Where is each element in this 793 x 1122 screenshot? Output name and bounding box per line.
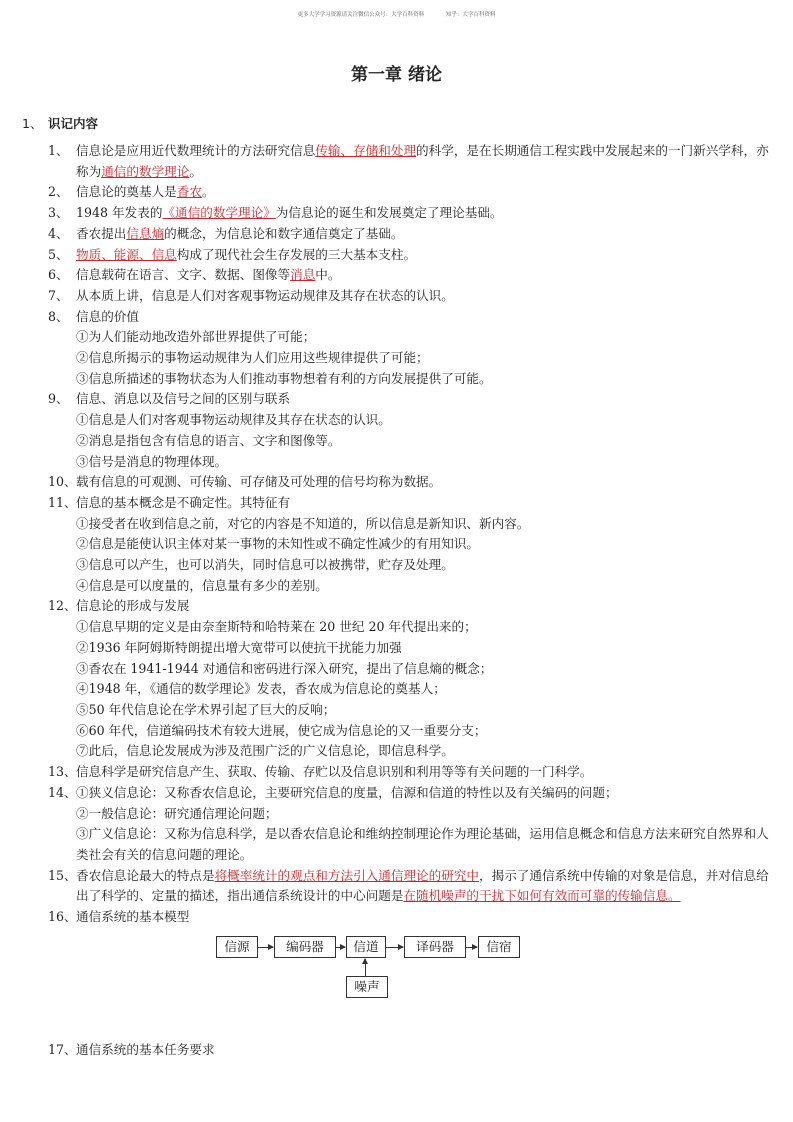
list-item — [48, 265, 780, 286]
item-number: 4、 — [48, 225, 69, 241]
item-number: 6、 — [48, 267, 69, 283]
item-text — [76, 203, 780, 224]
highlighted-term: 传输、存储和处理 — [315, 143, 417, 158]
list-item — [48, 224, 780, 245]
item-text — [76, 141, 780, 182]
page-header — [0, 10, 793, 18]
item-number: 2、 — [48, 184, 69, 200]
item-text — [76, 182, 780, 203]
text-segment: 香农信息论最大的特点是 — [76, 867, 215, 883]
list-item — [48, 286, 780, 307]
list-item — [48, 596, 780, 762]
list-item — [48, 907, 780, 1040]
text-segment: 信息科学是研究信息产生、获取、传输、存贮以及信息识别和利用等等有关问题的一门科学。 — [76, 764, 593, 780]
sub-item: ②信息是能使认识主体对某一事物的未知性或不确定性减少的有用知识。 — [76, 536, 479, 552]
sub-item: ③香农在 1941-1944 对通信和密码进行深入研究，提出了信息熵的概念； — [76, 660, 493, 676]
diagram-box-source: 信源 — [216, 936, 258, 958]
sub-item: ⑤50 年代信息论在学术界引起了巨大的反响； — [76, 701, 336, 717]
item-text — [76, 907, 780, 928]
item-number: 11、 — [48, 494, 77, 510]
text-segment: ①狭义信息论：又称香农信息论，主要研究信息的度量，信源和信道的特性以及有关编码的问题； — [76, 784, 618, 800]
item-text — [76, 762, 780, 783]
diagram-box-channel: 信道 — [346, 936, 386, 958]
text-segment: 通信系统的基本任务要求 — [76, 1041, 215, 1057]
text-segment: 通信系统的基本模型 — [76, 909, 190, 925]
text-segment: ，揭示了通信系统中传输的对象是信息，并对信息给出了科学的、定量的描述，指出通信系统设计的中心问题是 — [76, 867, 769, 904]
text-segment: 的科学，是在长期通信工程实践中发展起来的一门新兴学科，亦称为 — [76, 143, 769, 179]
sub-item: ②一般信息论：研究通信理论问题； — [76, 805, 278, 821]
item-text — [76, 493, 780, 514]
section-number: 1、 — [22, 116, 43, 131]
diagram-box-decoder: 译码器 — [404, 936, 466, 958]
section-heading — [22, 114, 98, 132]
item-number: 5、 — [48, 246, 69, 262]
sub-item: ③信号是消息的物理体现。 — [76, 453, 228, 469]
list-item — [48, 762, 780, 783]
list-item — [48, 245, 780, 266]
item-number: 17、 — [48, 1041, 77, 1057]
item-number: 16、 — [48, 909, 77, 925]
list-item — [48, 141, 780, 182]
sub-item: ①为人们能动地改造外部世界提供了可能； — [76, 329, 316, 345]
arrow-up-icon — [365, 959, 366, 976]
text-segment: 信息的价值 — [76, 308, 139, 324]
text-segment: 信息论的奠基人是 — [76, 184, 177, 200]
sub-item: ③信息可以产生，也可以消失，同时信息可以被携带，贮存及处理。 — [76, 557, 454, 573]
item-text — [76, 265, 780, 286]
item-text — [76, 389, 780, 410]
highlighted-term: 《通信的数学理论》 — [162, 205, 276, 221]
text-segment: 信息的基本概念是不确定性。其特征有 — [76, 494, 291, 510]
item-number: 1、 — [48, 143, 69, 158]
list-item — [48, 203, 780, 224]
item-text — [76, 783, 780, 804]
item-text — [76, 472, 780, 493]
item-number: 9、 — [48, 391, 69, 407]
text-segment: 1948 年发表的 — [76, 205, 163, 221]
diagram-box-noise: 噪声 — [346, 976, 388, 998]
item-text — [76, 1040, 780, 1061]
item-text — [76, 245, 780, 266]
list-item — [48, 866, 780, 907]
communication-model-diagram — [76, 928, 780, 1040]
header-left: 更多大学学习资源请关注微信公众号：大学百科资料 — [297, 12, 425, 18]
sub-item: ②消息是指包含有信息的语言、文字和图像等。 — [76, 432, 341, 448]
highlighted-term: 通信的数学理论 — [101, 163, 190, 179]
highlighted-term: 将概率统计的观点和方法引入通信理论的研究中 — [214, 867, 479, 883]
item-text — [76, 866, 780, 907]
item-text — [76, 596, 780, 617]
arrow-icon — [466, 947, 477, 948]
page-title: 第一章 绪论 — [351, 65, 442, 85]
list-item — [48, 493, 780, 597]
highlighted-term: 香农 — [176, 184, 202, 200]
text-segment: 载有信息的可观测、可传输、可存储及可处理的信号均称为数据。 — [76, 474, 442, 490]
list-item — [48, 182, 780, 203]
arrow-icon — [258, 947, 273, 948]
sub-item: ②1936 年阿姆斯特朗提出增大宽带可以使抗干扰能力加强 — [76, 639, 402, 655]
highlighted-term: 物质、能源、信息 — [76, 246, 177, 262]
sub-item: ③广义信息论：又称为信息科学，是以香农信息论和维纳控制理论作为理论基础，运用信息概念和信息方法来研究自然界和人类社会有关的信息问题的理论。 — [76, 826, 769, 862]
item-text — [76, 286, 780, 307]
sub-item: ①接受者在收到信息之前，对它的内容是不知道的，所以信息是新知识、新内容。 — [76, 515, 530, 531]
list-item — [48, 472, 780, 493]
diagram-box-encoder: 编码器 — [274, 936, 336, 958]
item-number: 12、 — [48, 598, 77, 614]
text-segment: 香农提出 — [76, 225, 127, 241]
item-number: 8、 — [48, 308, 69, 324]
text-segment: 从本质上讲，信息是人们对客观事物运动规律及其存在状态的认识。 — [76, 287, 454, 303]
header-right: 知乎：大学百科资料 — [445, 12, 496, 18]
list-item — [48, 783, 780, 866]
item-text — [76, 307, 780, 328]
highlighted-term: 在随机噪声的干扰下如何有效而可靠的传输信息。 — [403, 888, 681, 904]
sub-item: ④1948 年，《通信的数学理论》发表，香农成为信息论的奠基人； — [76, 681, 446, 697]
item-number: 13、 — [48, 764, 77, 780]
sub-item: ①信息是人们对客观事物运动规律及其存在状态的认识。 — [76, 412, 391, 428]
arrow-icon — [386, 947, 403, 948]
text-segment: 中。 — [315, 267, 341, 283]
item-number: 15、 — [48, 867, 77, 883]
text-segment: 信息论的形成与发展 — [76, 598, 190, 614]
diagram-box-sink: 信宿 — [478, 936, 520, 958]
item-list — [48, 141, 780, 1060]
item-number: 3、 — [48, 205, 69, 221]
sub-item: ①信息早期的定义是由奈奎斯特和哈特莱在 20 世纪 20 年代提出来的； — [76, 619, 477, 635]
arrow-icon — [336, 947, 345, 948]
sub-item: ⑥60 年代，信道编码技术有较大进展，使它成为信息论的又一重要分支； — [76, 722, 487, 738]
list-item — [48, 389, 780, 472]
text-segment: 信息载荷在语言、文字、数据、图像等 — [76, 267, 291, 283]
highlighted-term: 消息 — [290, 267, 316, 283]
list-item — [48, 307, 780, 390]
item-number: 14、 — [48, 784, 77, 800]
text-segment: 。 — [201, 184, 215, 200]
sub-item: ②信息所揭示的事物运动规律为人们应用这些规律提供了可能； — [76, 350, 429, 366]
highlighted-term: 信息熵 — [126, 225, 165, 241]
item-number: 10、 — [48, 474, 77, 490]
text-segment: 构成了现代社会生存发展的三大基本支柱。 — [176, 246, 417, 262]
sub-item: ⑦此后，信息论发展成为涉及范围广泛的广义信息论，即信息科学。 — [76, 743, 454, 759]
sub-item: ③信息所描述的事物状态为人们推动事物想着有利的方向发展提供了可能。 — [76, 370, 492, 386]
text-segment: 信息论是应用近代数理统计的方法研究信息 — [76, 143, 316, 158]
list-item — [48, 1040, 780, 1061]
text-segment: 。 — [189, 163, 202, 179]
item-text — [76, 224, 780, 245]
text-segment: 信息、消息以及信号之间的区别与联系 — [76, 391, 291, 407]
item-number: 7、 — [48, 287, 69, 303]
text-segment: 为信息论的诞生和发展奠定了理论基础。 — [275, 205, 503, 221]
text-segment: 的概念，为信息论和数字通信奠定了基础。 — [164, 225, 404, 241]
section-label: 识记内容 — [48, 116, 99, 131]
sub-item: ④信息是可以度量的，信息量有多少的差别。 — [76, 577, 328, 593]
